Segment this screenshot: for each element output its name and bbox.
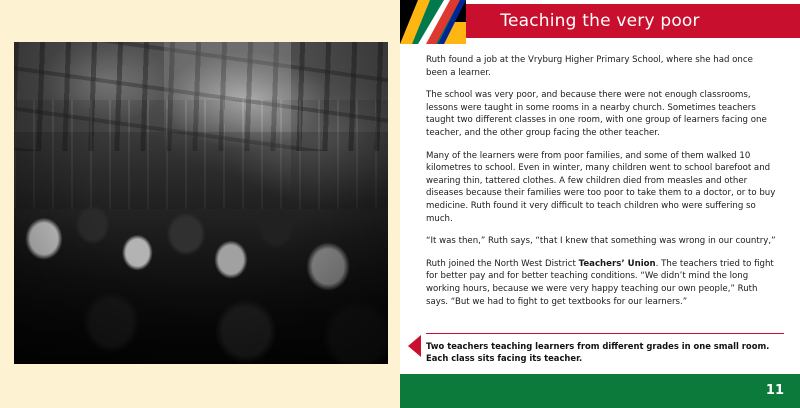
flag-svg (400, 0, 466, 44)
south-african-flag-icon (400, 0, 466, 44)
footer-bar (400, 374, 800, 408)
paragraph-4: “It was then,” Ruth says, “that I knew that something was wrong in our country,” (426, 236, 776, 247)
article-body (426, 54, 776, 308)
caption-text: Two teachers teaching learners from different grades in one small room. Each class sits facing its teacher. (426, 341, 770, 363)
photograph-image (14, 42, 388, 364)
paragraph-1: Ruth found a job at the Vryburg Higher Primary School, where she had once been a learner. (426, 55, 753, 78)
paragraph-2: The school was very poor, and because there were not enough classrooms, lessons were taught in some rooms in a nearby church. Sometimes teachers taught two different classes in one room, with one group of learners facing one teacher, and the other group facing the other teacher. (426, 90, 767, 138)
photo-vignette (14, 42, 388, 364)
union-text-after: . The teachers tried to fight for better pay and for better teaching conditions. “We didn’t mind the long working hours, because we were very happy teaching our own people,” Ruth says. “But we had to fight to get textbooks for our learners.” (426, 258, 774, 307)
union-term: Teachers’ Union (578, 258, 656, 269)
paragraph-3: Many of the learners were from poor families, and some of them walked 10 kilometres to school. Even in winter, many children went to school barefoot and wearing thin, tattered clothes. A few children died from measles and other diseases because their families were too poor to take them to a doctor, or to buy medicine. Ruth found it very difficult to teach children who were suffering so much. (426, 150, 776, 224)
caption-pointer-icon (408, 335, 421, 357)
page-title: Teaching the very poor (500, 11, 700, 31)
paragraph-5 (426, 258, 776, 308)
photo-caption (426, 333, 784, 364)
page-number: 11 (765, 383, 784, 398)
classroom-photograph (14, 42, 388, 364)
union-text-before: Ruth joined the North West District (426, 258, 579, 269)
right-page (400, 0, 800, 408)
